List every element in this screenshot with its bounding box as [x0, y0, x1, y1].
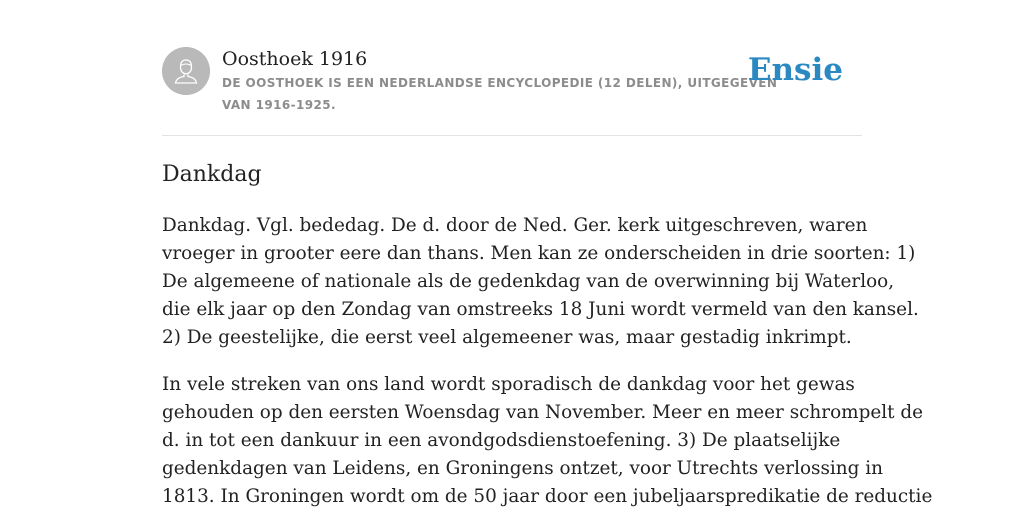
article-paragraph — [162, 371, 933, 511]
source-title[interactable]: Oosthoek 1916 — [222, 48, 368, 70]
article-line: d. in tot een dankuur in een avondgodsdienstoefening. 3) De plaatselijke — [162, 430, 841, 451]
article-line: vroeger in grooter eere dan thans. Men kan ze onderscheiden in drie soorten: 1) — [162, 243, 916, 264]
source-description-line: DE OOSTHOEK IS EEN NEDERLANDSE ENCYCLOPEDIE (12 DELEN), UITGEGEVEN — [222, 76, 778, 90]
source-header — [162, 44, 862, 136]
article-line: die elk jaar op den Zondag van omstreeks 18 Juni wordt vermeld van den kansel. — [162, 299, 919, 320]
user-silhouette-icon — [162, 47, 210, 95]
article-line: Dankdag. Vgl. bededag. De d. door de Ned. Ger. kerk uitgeschreven, waren — [162, 215, 868, 236]
ensie-logo-link[interactable]: Ensie — [747, 52, 843, 88]
article-line: 1813. In Groningen wordt om de 50 jaar door een jubeljaarspredikatie de reductie — [162, 486, 933, 507]
article-line: De algemeene of nationale als de gedenkdag van de overwinning bij Waterloo, — [162, 271, 895, 292]
source-description-line: VAN 1916-1925. — [222, 98, 336, 112]
article-line: gedenkdagen van Leidens, en Groningens ontzet, voor Utrechts verlossing in — [162, 458, 883, 479]
source-description — [222, 72, 778, 116]
article-line: gehouden op den eersten Woensdag van November. Meer en meer schrompelt de — [162, 402, 924, 423]
page-title: Dankdag — [162, 162, 262, 187]
article-line: 2) De geestelijke, die eerst veel algemeener was, maar gestadig inkrimpt. — [162, 327, 852, 348]
avatar[interactable] — [162, 47, 210, 95]
article-paragraph — [162, 212, 919, 352]
article-line: In vele streken van ons land wordt sporadisch de dankdag voor het gewas — [162, 374, 855, 395]
article-body — [162, 212, 933, 530]
